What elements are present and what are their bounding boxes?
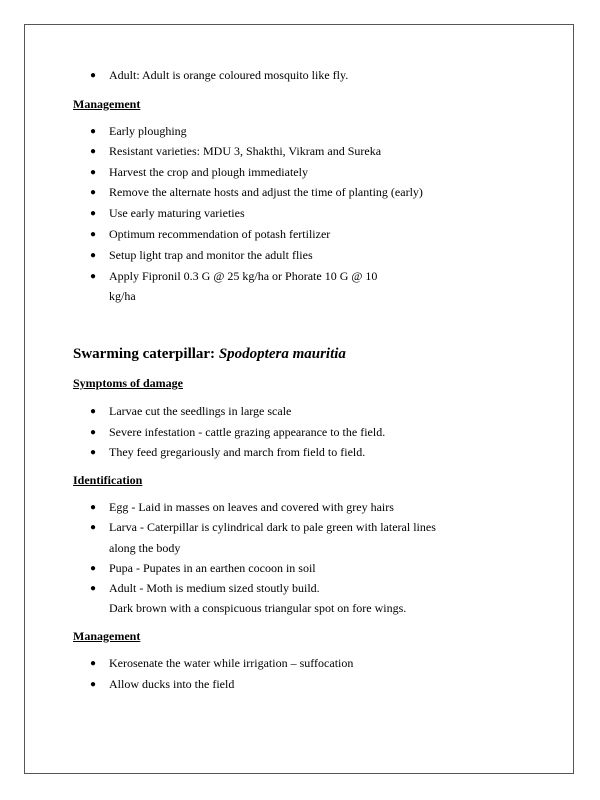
list-item: Adult - Moth is medium sized stoutly build.: [109, 581, 320, 595]
bullet-icon: ●: [90, 563, 97, 574]
bullet-icon: ●: [90, 229, 97, 240]
list-item: Egg - Laid in masses on leaves and covered with grey hairs: [109, 500, 394, 514]
bullet-icon: ●: [90, 187, 97, 198]
bullet-icon: ●: [90, 250, 97, 261]
bullet-icon: ●: [90, 427, 97, 438]
section-title-common: Swarming caterpillar:: [73, 346, 219, 362]
list-item: Kerosenate the water while irrigation – suffocation: [109, 656, 354, 670]
bullet-icon: ●: [90, 406, 97, 417]
section-title: [73, 345, 346, 363]
list-item: They feed gregariously and march from field to field.: [109, 445, 366, 459]
list-item: Remove the alternate hosts and adjust the time of planting (early): [109, 185, 423, 199]
identification-heading: Identification: [73, 473, 143, 487]
management-heading: Management: [73, 629, 141, 643]
bullet-icon: ●: [90, 583, 97, 594]
list-item-continuation: Dark brown with a conspicuous triangular spot on fore wings.: [109, 601, 407, 615]
section-title-scientific: Spodoptera mauritia: [218, 346, 346, 362]
symptoms-heading: Symptoms of damage: [73, 376, 183, 390]
bullet-icon: ●: [90, 167, 97, 178]
list-item: Severe infestation - cattle grazing appearance to the field.: [109, 425, 386, 439]
list-item-continuation: along the body: [109, 541, 181, 555]
list-item: Optimum recommendation of potash fertilizer: [109, 227, 331, 241]
bullet-icon: ●: [90, 126, 97, 137]
list-item: Allow ducks into the field: [109, 677, 235, 691]
management-heading: Management: [73, 97, 141, 111]
bullet-icon: ●: [90, 679, 97, 690]
bullet-icon: ●: [90, 271, 97, 282]
bullet-icon: ●: [90, 208, 97, 219]
list-item: Pupa - Pupates in an earthen cocoon in soil: [109, 561, 316, 575]
bullet-icon: ●: [90, 522, 97, 533]
list-item: Larva - Caterpillar is cylindrical dark to pale green with lateral lines: [109, 520, 436, 534]
bullet-icon: ●: [90, 658, 97, 669]
list-item: Harvest the crop and plough immediately: [109, 165, 308, 179]
list-item: Early ploughing: [109, 124, 187, 138]
list-item: Larvae cut the seedlings in large scale: [109, 404, 292, 418]
bullet-icon: ●: [90, 447, 97, 458]
list-item: Use early maturing varieties: [109, 206, 245, 220]
bullet-icon: ●: [90, 146, 97, 157]
list-item: Setup light trap and monitor the adult flies: [109, 248, 313, 262]
list-item: Resistant varieties: MDU 3, Shakthi, Vikram and Sureka: [109, 144, 382, 158]
bullet-icon: ●: [90, 502, 97, 513]
list-item: Adult: Adult is orange coloured mosquito like fly.: [109, 68, 349, 82]
list-item-continuation: kg/ha: [109, 289, 136, 303]
bullet-icon: ●: [90, 70, 97, 81]
list-item: Apply Fipronil 0.3 G @ 25 kg/ha or Phorate 10 G @ 10: [109, 269, 378, 283]
